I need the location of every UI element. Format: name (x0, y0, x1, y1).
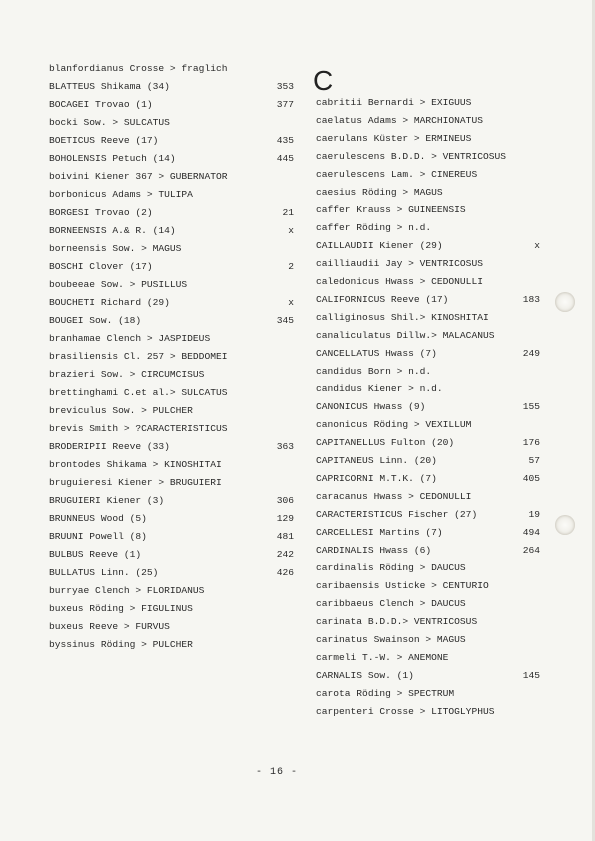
entry-page-ref: 2 (288, 261, 294, 272)
entry-text: BRODERIPII Reeve (33) (49, 441, 170, 452)
entry-text: BRUGUIERI Kiener (3) (49, 495, 165, 506)
entry-text: candidus Born > n.d. (316, 365, 432, 377)
index-entry (316, 94, 546, 111)
index-entry (316, 685, 546, 702)
entry-text: caribaensis Usticke > CENTURIO (316, 580, 489, 592)
entry-text: CALIFORNICUS Reeve (17) (316, 293, 449, 305)
index-entry (49, 276, 294, 293)
entry-page-ref: 145 (522, 669, 540, 681)
index-entry (316, 613, 546, 630)
index-entry (49, 636, 294, 653)
index-entry (49, 168, 294, 185)
index-entry (316, 703, 546, 720)
entry-text: CARDINALIS Hwass (6) (316, 544, 432, 556)
entry-text: brettinghami C.et al.> SULCATUS (49, 387, 228, 398)
entry-text: CARNALIS Sow. (1) (316, 669, 414, 681)
index-entry (316, 273, 546, 290)
entry-text: caledonicus Hwass > CEDONULLI (316, 276, 483, 287)
entry-text: caerulescens B.D.D. > VENTRICOSUS (316, 150, 506, 162)
index-entry (49, 96, 294, 113)
entry-text: BOETICUS Reeve (17) (49, 135, 159, 146)
index-entry (49, 546, 294, 563)
index-entry (316, 434, 546, 451)
index-entry (316, 595, 546, 612)
index-entry (316, 649, 546, 666)
entry-text: carinata B.D.D.> VENTRICOSUS (316, 616, 478, 628)
index-entry (316, 291, 546, 308)
index-entry (316, 130, 546, 147)
entry-page-ref: 353 (276, 81, 294, 92)
index-entry (49, 60, 294, 77)
index-entry (49, 438, 294, 455)
entry-text: burryae Clench > FLORIDANUS (49, 585, 205, 596)
section-letter: C (313, 65, 334, 96)
entry-page-ref: 249 (522, 347, 540, 359)
index-entry (49, 528, 294, 545)
index-entry (49, 366, 294, 383)
index-entry (49, 600, 294, 617)
entry-text: canonicus Röding > VEXILLUM (316, 419, 472, 431)
index-entry (316, 559, 546, 576)
entry-text: BOHOLENSIS Petuch (14) (49, 153, 176, 164)
entry-page-ref: 426 (276, 567, 294, 578)
index-entry (49, 348, 294, 365)
entry-page-ref: 21 (282, 207, 294, 218)
entry-text: BRUUNI Powell (8) (49, 531, 147, 542)
index-entry (316, 380, 546, 397)
entry-page-ref: 405 (522, 472, 540, 484)
entry-text: borbonicus Adams > TULIPA (49, 189, 193, 200)
entry-text: carpenteri Crosse > LITOGLYPHUS (316, 705, 495, 717)
index-entry (316, 488, 546, 505)
index-entry (316, 166, 546, 183)
index-entry (49, 222, 294, 239)
entry-text: BOCAGEI Trovao (1) (49, 99, 153, 110)
index-entry (316, 524, 546, 541)
entry-text: brazieri Sow. > CIRCUMCISUS (49, 369, 205, 380)
entry-text: BOSCHI Clover (17) (49, 261, 153, 272)
entry-text: byssinus Röding > PULCHER (49, 639, 193, 650)
index-entry (49, 582, 294, 599)
entry-page-ref: 445 (276, 153, 294, 164)
index-entry (316, 112, 546, 129)
index-entry (316, 452, 546, 469)
index-entry (49, 204, 294, 221)
entry-page-ref: 481 (276, 531, 294, 542)
entry-page-ref: 19 (528, 508, 540, 520)
index-entry (316, 219, 546, 236)
entry-text: caffer Krauss > GUINEENSIS (316, 204, 466, 216)
entry-page-ref: 435 (276, 135, 294, 146)
index-entry (49, 312, 294, 329)
entry-text: BLATTEUS Shikama (34) (49, 81, 170, 92)
index-entry (316, 309, 546, 326)
index-entry (316, 201, 546, 218)
entry-page-ref: 264 (522, 544, 540, 556)
entry-text: buxeus Röding > FIGULINUS (49, 603, 193, 614)
entry-text: CAPITANEUS Linn. (20) (316, 455, 437, 466)
entry-page-ref: 494 (522, 526, 540, 538)
entry-text: canaliculatus Dillw.> MALACANUS (316, 329, 495, 341)
entry-text: breviculus Sow. > PULCHER (49, 405, 193, 416)
entry-text: BOUGEI Sow. (18) (49, 315, 142, 326)
entry-text: boivini Kiener 367 > GUBERNATOR (49, 171, 228, 182)
punch-hole (555, 292, 575, 312)
entry-text: caribbaeus Clench > DAUCUS (316, 598, 466, 610)
entry-text: cabritii Bernardi > EXIGUUS (316, 97, 472, 108)
punch-hole (555, 515, 575, 535)
entry-text: caesius Röding > MAGUS (316, 186, 443, 198)
entry-text: caerulescens Lam. > CINEREUS (316, 168, 478, 180)
entry-text: buxeus Reeve > FURVUS (49, 621, 170, 632)
index-entry (49, 294, 294, 311)
index-entry (316, 345, 546, 362)
index-entry (316, 148, 546, 165)
entry-text: CARACTERISTICUS Fischer (27) (316, 508, 478, 520)
entry-page-ref: 129 (276, 513, 294, 524)
entry-text: BRUNNEUS Wood (5) (49, 513, 147, 524)
entry-page-ref: 345 (276, 315, 294, 326)
entry-text: bruguieresi Kiener > BRUGUIERI (49, 477, 222, 488)
entry-page-ref: 155 (522, 401, 540, 413)
index-entry (316, 470, 546, 487)
index-entry (316, 506, 546, 523)
index-entry (49, 186, 294, 203)
entry-text: brasiliensis Cl. 257 > BEDDOMEI (49, 351, 228, 362)
entry-text: carmeli T.-W. > ANEMONE (316, 651, 449, 663)
entry-text: brevis Smith > ?CARACTERISTICUS (49, 423, 228, 434)
index-entry (316, 542, 546, 559)
entry-text: candidus Kiener > n.d. (316, 383, 443, 395)
index-entry (49, 258, 294, 275)
entry-text: caracanus Hwass > CEDONULLI (316, 490, 472, 502)
entry-text: BORNEENSIS A.& R. (14) (49, 225, 176, 236)
index-entry (49, 78, 294, 95)
entry-text: brontodes Shikama > KINOSHITAI (49, 459, 222, 470)
entry-page-ref: x (288, 225, 294, 236)
entry-text: blanfordianus Crosse > fraglich (49, 63, 228, 74)
entry-page-ref: 57 (528, 455, 540, 466)
entry-page-ref: 183 (522, 293, 540, 305)
entry-text: boubeeae Sow. > PUSILLUS (49, 279, 188, 290)
index-entry (49, 456, 294, 473)
entry-text: carota Röding > SPECTRUM (316, 687, 455, 699)
entry-text: BULLATUS Linn. (25) (49, 567, 159, 578)
index-entry (49, 510, 294, 527)
index-entry (49, 240, 294, 257)
index-entry (316, 255, 546, 272)
entry-text: CAILLAUDII Kiener (29) (316, 240, 443, 252)
index-entry (316, 363, 546, 380)
entry-page-ref: 176 (522, 437, 540, 449)
index-entry (316, 667, 546, 684)
entry-page-ref: 363 (276, 441, 294, 452)
index-entry (316, 184, 546, 201)
index-entry (316, 398, 546, 415)
entry-text: carinatus Swainson > MAGUS (316, 634, 466, 645)
entry-text: caerulans Küster > ERMINEUS (316, 132, 472, 144)
entry-page-ref: 377 (276, 99, 294, 110)
index-entry (49, 564, 294, 581)
entry-text: borneensis Sow. > MAGUS (49, 243, 182, 254)
entry-text: BORGESI Trovao (2) (49, 207, 153, 218)
index-entry (49, 402, 294, 419)
entry-text: cardinalis Röding > DAUCUS (316, 562, 466, 574)
entry-text: caffer Röding > n.d. (316, 222, 432, 234)
index-entry (49, 474, 294, 491)
entry-text: CARCELLESI Martins (7) (316, 526, 443, 538)
entry-text: CANCELLATUS Hwass (7) (316, 347, 437, 359)
entry-text: CAPITANELLUS Fulton (20) (316, 437, 455, 449)
entry-page-ref: 306 (276, 495, 294, 506)
index-entry (49, 150, 294, 167)
entry-text: branhamae Clench > JASPIDEUS (49, 333, 211, 344)
index-entry (316, 577, 546, 594)
index-entry (316, 631, 546, 648)
index-entry (316, 237, 546, 254)
entry-text: cailliaudii Jay > VENTRICOSUS (316, 258, 483, 270)
entry-text: bocki Sow. > SULCATUS (49, 117, 170, 128)
page-number: - 16 - (256, 767, 299, 778)
entry-text: BOUCHETI Richard (29) (49, 297, 170, 308)
index-entry (49, 330, 294, 347)
entry-text: CANONICUS Hwass (9) (316, 401, 426, 413)
entry-page-ref: x (534, 240, 540, 252)
entry-text: CAPRICORNI M.T.K. (7) (316, 472, 437, 484)
index-entry (49, 492, 294, 509)
index-entry (316, 416, 546, 433)
entry-text: BULBUS Reeve (1) (49, 549, 142, 560)
index-entry (49, 132, 294, 149)
entry-text: calliginosus Shil.> KINOSHITAI (316, 311, 489, 323)
index-entry (49, 114, 294, 131)
index-entry (316, 327, 546, 344)
index-entry (49, 420, 294, 437)
entry-page-ref: x (288, 297, 294, 308)
entry-page-ref: 242 (276, 549, 294, 560)
index-entry (49, 618, 294, 635)
index-entry (49, 384, 294, 401)
entry-text: caelatus Adams > MARCHIONATUS (316, 114, 483, 126)
